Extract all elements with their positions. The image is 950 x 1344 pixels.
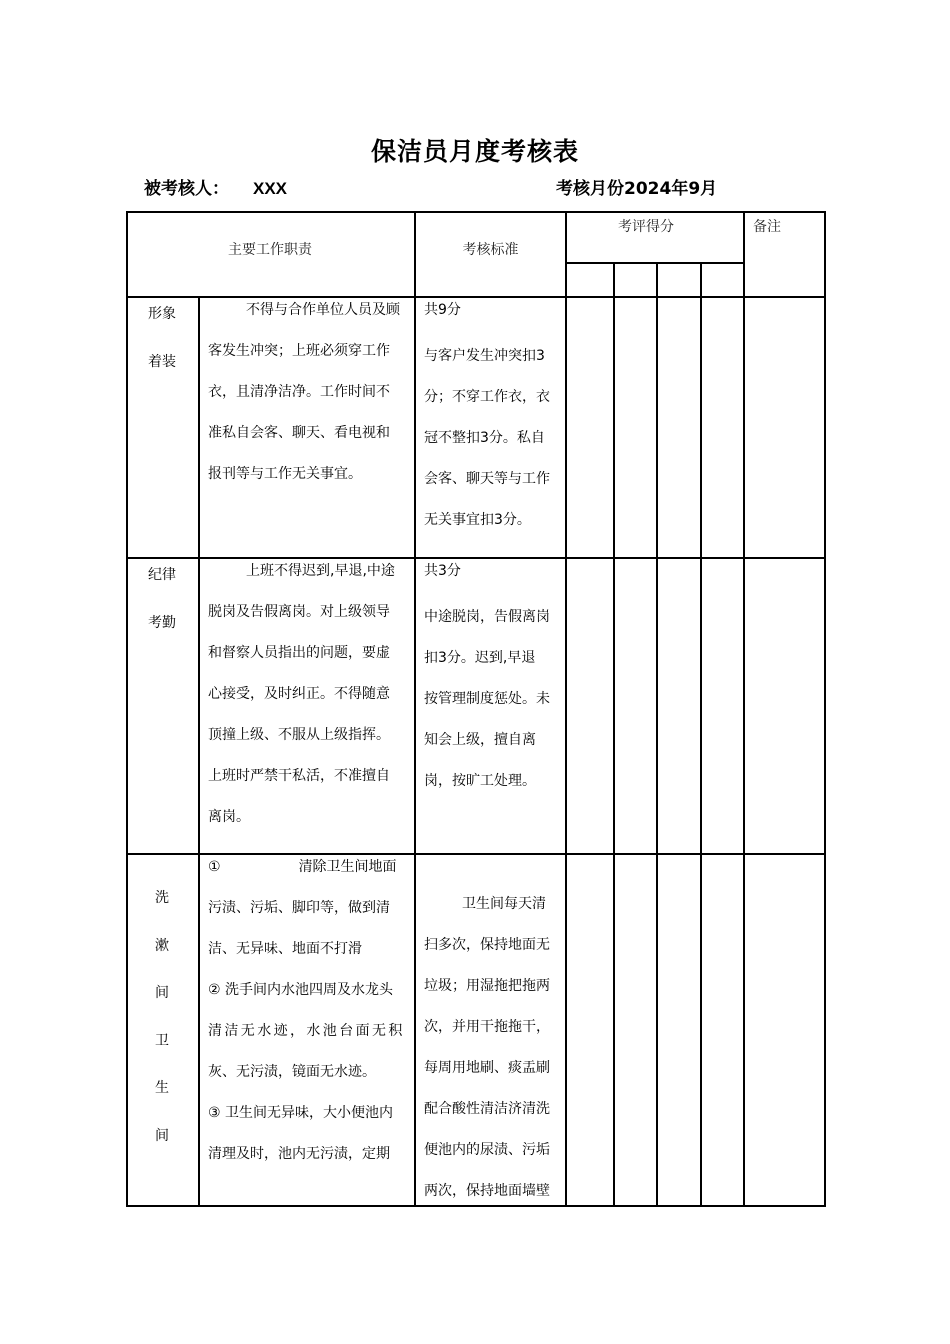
duty-line: 顶撞上级、不服从上级指挥。 — [208, 727, 390, 743]
row2-duties — [208, 551, 408, 838]
row2-category — [126, 551, 198, 647]
duty-line: 不得与合作单位人员及顾 — [246, 302, 400, 318]
category-line: 间 — [155, 1127, 169, 1144]
duty-text: 清除卫生间地面 — [298, 859, 397, 875]
table-border-right — [824, 211, 826, 1207]
header-duties: 主要工作职责 — [228, 242, 312, 258]
standard-line: 无关事宜扣3分。 — [424, 512, 531, 528]
assessee-name: XXX — [253, 179, 288, 198]
category-line: 间 — [155, 985, 169, 1001]
standard-line: 卫生间每天清 — [462, 896, 546, 912]
header-score: 考评得分 — [618, 219, 674, 235]
duty-line: 报刊等与工作无关事宜。 — [208, 466, 362, 482]
assessee-line — [144, 174, 287, 199]
assessee-label: 被考核人： — [144, 179, 229, 199]
standard-line: 分；不穿工作衣，衣 — [424, 389, 550, 405]
duty-line — [208, 847, 408, 888]
score-col-divider-1 — [613, 262, 615, 1207]
standard-line: 每周用地刷、痰盂刷 — [424, 1060, 550, 1076]
standard-line: 次，并用干拖拖干， — [424, 1019, 550, 1035]
category-line: 漱 — [155, 937, 169, 954]
standard-line: 知会上级，擅自离 — [424, 732, 536, 748]
standard-line: 共3分 — [424, 563, 461, 579]
row3-category — [126, 875, 198, 1160]
category-line: 纪律 — [148, 567, 176, 583]
header-remark: 备注 — [753, 219, 781, 235]
standard-line: 配合酸性清洁济清洗 — [424, 1101, 550, 1117]
score-col-divider-3 — [700, 262, 702, 1207]
assessment-table — [126, 211, 826, 1207]
standard-divider — [565, 211, 567, 1207]
standard-line: 垃圾；用湿拖把拖两 — [424, 978, 550, 994]
duty-number: ① — [208, 859, 221, 875]
duty-line: 污渍、污垢、脚印等，做到清 — [208, 900, 390, 916]
duty-line: 灰、无污渍，镜面无水迹。 — [208, 1064, 376, 1080]
table-border-top — [126, 211, 826, 213]
row2-standard — [424, 551, 564, 802]
duty-line: 客发生冲突；上班必须穿工作 — [208, 343, 390, 359]
category-divider — [198, 296, 200, 1207]
duty-line: 衣，且清净洁净。工作时间不 — [208, 384, 390, 400]
assessment-month: 考核月份2024年9月 — [556, 179, 718, 199]
standard-line: 会客、聊天等与工作 — [424, 471, 550, 487]
duty-line: 离岗。 — [208, 809, 250, 825]
duty-line: 洁、无异味、地面不打滑 — [208, 941, 362, 957]
standard-line: 岗，按旷工处理。 — [424, 773, 536, 789]
standard-line: 共9分 — [424, 302, 461, 318]
category-line: 形象 — [148, 306, 176, 322]
duty-line: ② 洗手间内水池四周及水龙头 — [208, 982, 394, 998]
row3-standard — [424, 884, 564, 1212]
duty-line: 心接受，及时纠正。不得随意 — [208, 686, 390, 702]
header-standard: 考核标准 — [462, 242, 519, 258]
duty-line: 准私自会客、聊天、看电视和 — [208, 425, 390, 441]
duty-line: 脱岗及告假离岗。对上级领导 — [208, 604, 390, 620]
standard-line: 按管理制度惩处。未 — [424, 691, 550, 707]
standard-line: 与客户发生冲突扣3 — [424, 348, 545, 364]
duty-line: 清理及时，池内无污渍，定期 — [208, 1146, 390, 1162]
category-line: 洗 — [155, 890, 169, 906]
row1-standard — [424, 290, 564, 541]
duties-divider — [414, 211, 416, 1207]
standard-line: 两次，保持地面墙壁 — [424, 1183, 550, 1199]
score-col-divider-2 — [656, 262, 658, 1207]
standard-line: 扣3分。迟到,早退 — [424, 650, 536, 666]
duty-line: ③ 卫生间无异味，大小便池内 — [208, 1105, 394, 1121]
duty-line: 和督察人员指出的问题，要虚 — [208, 645, 390, 661]
standard-line: 便池内的尿渍、污垢 — [424, 1142, 550, 1158]
category-line: 生 — [155, 1080, 169, 1096]
standard-line: 扫多次，保持地面无 — [424, 937, 550, 953]
duty-line: 上班不得迟到,早退,中途 — [246, 563, 395, 579]
category-line: 卫 — [155, 1032, 169, 1049]
row3-duties — [208, 847, 408, 1175]
standard-line: 冠不整扣3分。私自 — [424, 430, 545, 446]
page-title: 保洁员月度考核表 — [370, 137, 579, 166]
remark-divider — [743, 211, 745, 1207]
category-line: 着装 — [148, 354, 176, 370]
row1-category — [126, 290, 198, 386]
category-line: 考勤 — [148, 615, 176, 631]
score-header-divider — [566, 262, 744, 264]
standard-line: 中途脱岗，告假离岗 — [424, 609, 550, 625]
row1-duties — [208, 290, 408, 495]
duty-line: 清洁无水迹，水池台面无积 — [208, 1023, 405, 1039]
duty-line: 上班时严禁干私活，不准擅自 — [208, 768, 390, 784]
